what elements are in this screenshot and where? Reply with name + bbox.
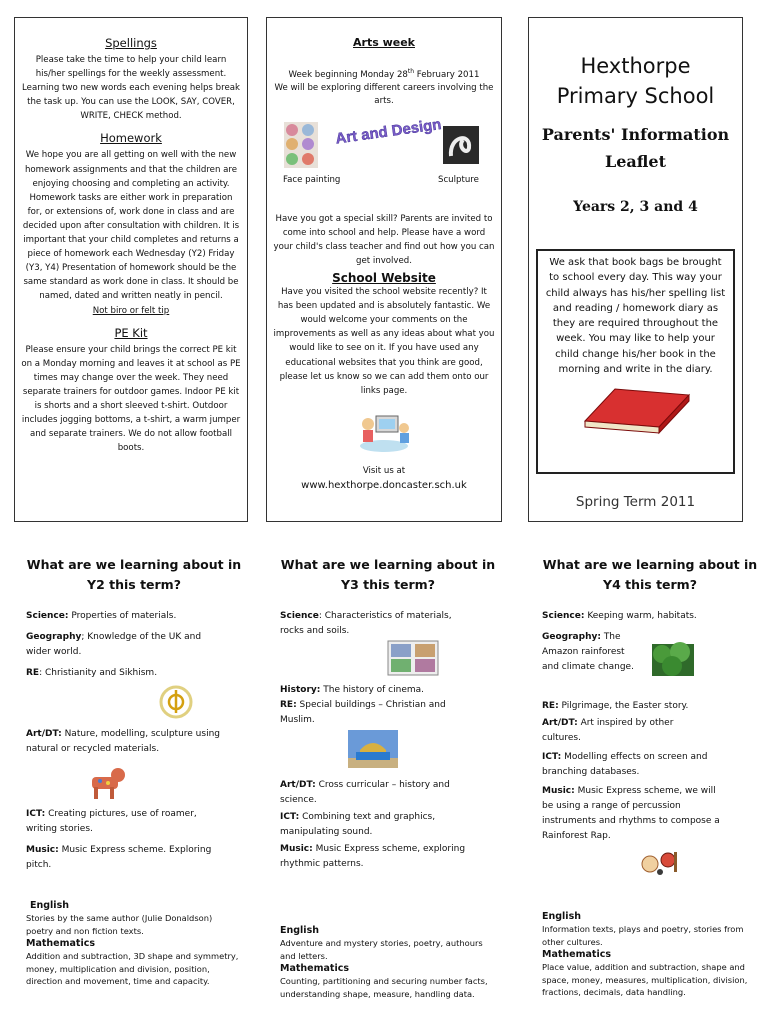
y2-geography: Geography; Knowledge of the UK and wider world.: [26, 632, 202, 657]
y3-column: [268, 555, 508, 1000]
y4-science: Science: Keeping warm, habitats.: [542, 611, 697, 621]
face-painting-caption: Face painting: [283, 174, 341, 185]
arts-week-date: Week beginning Monday 28th February 2011: [288, 68, 480, 80]
recycled-dog-image: [84, 763, 128, 803]
y3-artdt: Art/DT: Cross curricular – history and science.: [280, 780, 450, 805]
y2-science: Science: Properties of materials.: [26, 611, 177, 621]
y4-re: RE: Pilgrimage, the Easter story.: [542, 701, 689, 711]
y3-ict: ICT: Combining text and graphics, manipulating sound.: [280, 812, 436, 837]
panel-arts-week: [266, 17, 502, 522]
y3-title: What are we learning about in Y3 this term?: [280, 557, 496, 592]
red-book-icon: [581, 385, 691, 435]
term-label: Spring Term 2011: [575, 494, 696, 510]
face-painting-image: [284, 122, 318, 168]
school-website-text: Have you visited the school website recently? It has been updated and is absolutely fantastic. We would welcome your comments on the improvements as well as any ideas about what you would like to see on it. If you have used any educational websites that you think are good, please let us know so we can add them onto our links page.: [273, 286, 495, 397]
spellings-text: Please take the time to help your child learn his/her spellings for the weekly assessment. Learning two new words each evening helps break the task up. You can use the LOOK, SAY, COVER, WRITE, CHECK method.: [22, 55, 240, 122]
special-skill-text: Have you got a special skill? Parents are invited to come into school and help. Please have a word your child's class teacher and find out how you can get involved.: [273, 213, 495, 267]
y4-music: Music: Music Express scheme, we will be using a range of percussion instruments and rhythms to compose a Rainforest Rap.: [542, 786, 720, 841]
y2-music: Music: Music Express scheme. Exploring pitch.: [26, 845, 212, 870]
homework-text: We hope you are all getting on well with the new homework assignments and that the children are enjoying choosing and completing an activity. Homework tasks are either work in preparation for, or extensions of, work done in class and are decided upon after consultation with children. It is important that your child completes and returns a piece of homework each Wednesday (Y2) Friday (Y3, Y4) Presentation of homework should be the same standard as work done in class. It should be named, dated and written neatly in pencil.: [22, 150, 240, 302]
y4-geography-block: [530, 630, 770, 675]
art-images: [273, 114, 495, 194]
panel-cover: [528, 17, 743, 522]
y4-column: [530, 555, 770, 999]
y2-artdt: Art/DT: Nature, modelling, sculpture using natural or recycled materials.: [26, 729, 220, 754]
mosque-image: [348, 730, 398, 768]
khanda-icon: [159, 685, 193, 719]
homework-note: Not biro or felt tip: [92, 305, 170, 316]
years-label: Years 2, 3 and 4: [573, 199, 698, 215]
pekit-heading: PE Kit: [114, 325, 148, 340]
svg-text:Art and Design: Art and Design: [334, 115, 443, 148]
y3-science: Science: Characteristics of materials, rocks and soils.: [280, 611, 452, 636]
y2-title: What are we learning about in Y2 this term?: [26, 557, 242, 592]
y3-music: Music: Music Express scheme, exploring rhythmic patterns.: [280, 844, 466, 869]
rainforest-image: [652, 644, 694, 676]
spellings-heading: Spellings: [105, 36, 157, 50]
book-bag-text: We ask that book bags be brought to school every day. This way your child always has his/her spelling list and reading / homework diary as they are required throughout the week. You may like to help your child change his/her book in the morning and write in the diary.: [545, 257, 726, 376]
y2-re: RE: Christianity and Sikhism.: [26, 668, 158, 678]
y3-history: History: The history of cinema.: [280, 685, 425, 695]
leaflet-title: Parents' Information Leaflet: [541, 125, 730, 171]
computer-kids-icon: [354, 406, 414, 454]
arts-week-intro: We will be exploring different careers involving the arts.: [274, 82, 494, 106]
sculpture-caption: Sculpture: [438, 174, 479, 185]
book-bag-notice: [536, 249, 735, 474]
y2-column: [14, 555, 254, 988]
y3-english-maths: English Adventure and mystery stories, poetry, authours and letters. Mathematics Counting, partitioning and securing number facts, understanding shape, measure, handling data.: [280, 925, 488, 999]
y4-english-maths: English Information texts, plays and poetry, stories from other cultures. Mathematics Place value, addition and subtraction, shape and space, money, measures, multiplication, division, fractions, decimals, data handling.: [542, 911, 748, 997]
y4-ict: ICT: Modelling effects on screen and branching databases.: [542, 752, 708, 777]
school-name: Hexthorpe Primary School: [556, 54, 715, 108]
sculpture-image: [443, 126, 479, 164]
y2-english-maths: English Stories by the same author (Julie Donaldson) poetry and non fiction texts. Mathematics Addition and subtraction, 3D shape and symmetry, money, multiplication and division, position, direction and movement, time and capacity.: [26, 900, 239, 986]
homework-heading: Homework: [100, 131, 162, 146]
y4-artdt: Art/DT: Art inspired by other cultures.: [542, 718, 674, 743]
y3-re: RE: Special buildings – Christian and Muslim.: [280, 700, 446, 725]
y2-ict: ICT: Creating pictures, use of roamer, writing stories.: [26, 809, 197, 834]
y4-geography: Geography: The Amazon rainforest and climate change.: [542, 632, 634, 672]
visit-label: Visit us at: [362, 466, 406, 477]
panel-homework-info: [14, 17, 248, 522]
pekit-text: Please ensure your child brings the correct PE kit on a Monday morning and leaves it at school as PE times may change over the week. They need separate trainers for outdoor games. Indoor PE kit is shorts and a short sleeved t-shirt. Outdoor includes jogging bottoms, a t-shirt, a warm jumper and separate trainers. We do not allow football boots.: [21, 344, 241, 454]
y4-title: What are we learning about in Y4 this term?: [542, 557, 758, 592]
percussion-instruments-image: [640, 846, 684, 876]
arts-week-heading: Arts week: [353, 36, 415, 49]
website-url[interactable]: www.hexthorpe.doncaster.sch.uk: [301, 480, 467, 492]
school-website-heading: School Website: [332, 270, 436, 285]
art-and-design-wordart: [331, 114, 443, 150]
rocks-soils-image: [388, 641, 438, 675]
